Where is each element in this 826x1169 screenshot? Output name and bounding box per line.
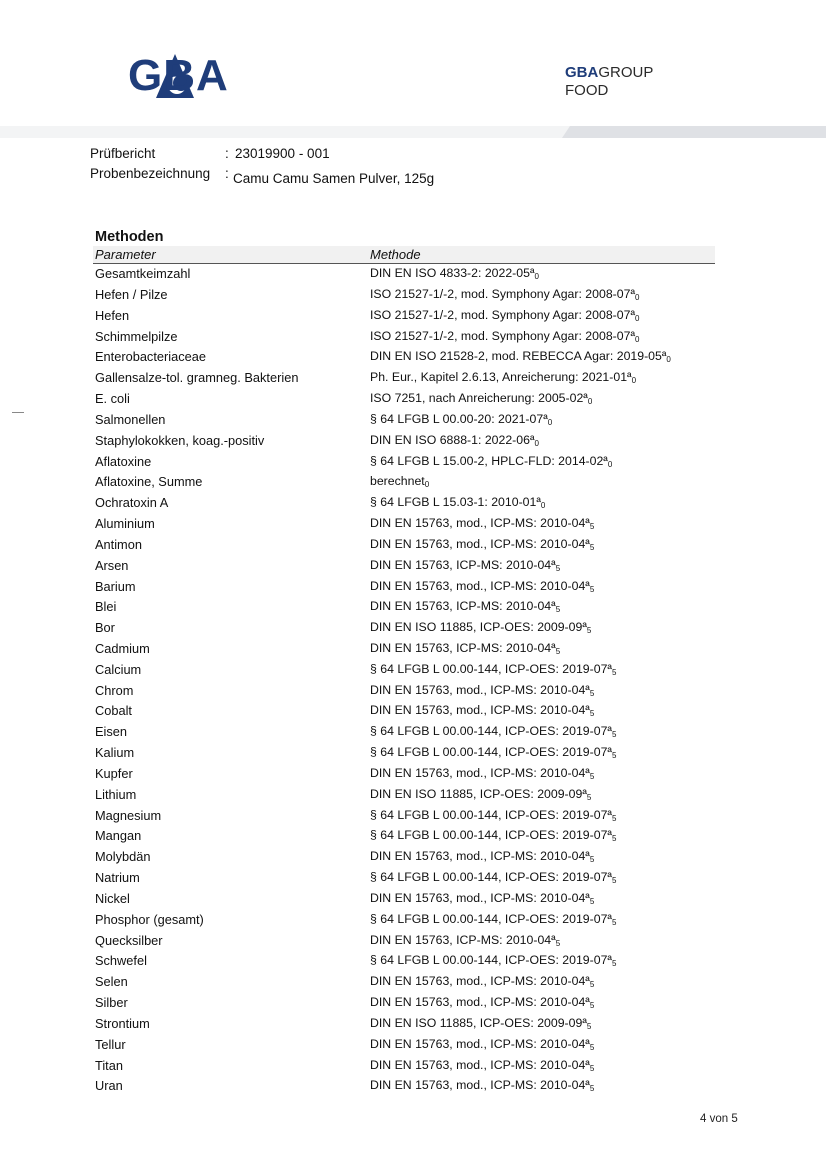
method-footnote: 5 — [589, 522, 595, 531]
table-row — [0, 1016, 826, 1034]
method-text: DIN EN ISO 11885, ICP-OES: 2009-09ª — [370, 620, 587, 635]
method-text: § 64 LFGB L 00.00-144, ICP-OES: 2019-07ª — [370, 870, 612, 885]
method-footnote: 5 — [611, 813, 617, 823]
table-row — [0, 266, 826, 284]
method-text: DIN EN 15763, mod., ICP-MS: 2010-04ª — [370, 516, 590, 530]
method-footnote: 0 — [534, 272, 539, 281]
method-cell — [370, 370, 636, 385]
method-footnote: 5 — [611, 959, 617, 969]
method-footnote: 5 — [555, 646, 561, 656]
parameter-cell: Staphylokokken, koag.-positiv — [95, 432, 265, 448]
table-row — [0, 724, 826, 742]
method-text: § 64 LFGB L 00.00-144, ICP-OES: 2019-07ª — [370, 724, 612, 739]
gba-logo-text: GBA — [128, 51, 229, 100]
parameter-cell: Enterobacteriaceae — [95, 349, 206, 365]
method-footnote: 5 — [586, 1021, 592, 1031]
method-text: DIN EN 15763, mod., ICP-MS: 2010-04ª — [370, 765, 590, 780]
parameter-cell: E. coli — [95, 391, 130, 406]
parameter-cell: Schwefel — [95, 953, 147, 969]
table-row — [0, 891, 826, 909]
report-label: Prüfbericht — [90, 146, 156, 161]
method-text: DIN EN 15763, mod., ICP-MS: 2010-04ª — [370, 974, 590, 989]
method-cell — [370, 1058, 594, 1073]
method-cell — [370, 974, 594, 989]
parameter-cell: Molybdän — [95, 849, 151, 865]
parameter-cell: Calcium — [95, 661, 142, 677]
method-footnote: 5 — [589, 542, 595, 552]
method-footnote: 0 — [635, 334, 640, 344]
method-cell — [370, 349, 671, 364]
method-text: DIN EN 15763, ICP-MS: 2010-04ª — [370, 932, 556, 947]
parameter-cell: Cadmium — [95, 640, 150, 656]
method-footnote: 5 — [589, 855, 595, 865]
method-cell — [370, 683, 594, 698]
method-text: ISO 21527-1/-2, mod. Symphony Agar: 2008-07ª — [370, 286, 635, 301]
method-cell — [370, 745, 616, 760]
table-row — [0, 870, 826, 888]
parameter-cell: Aflatoxine, Summe — [95, 474, 203, 490]
column-header-method: Methode — [370, 247, 421, 262]
method-footnote: 0 — [631, 376, 637, 386]
method-text: ISO 21527-1/-2, mod. Symphony Agar: 2008-07ª — [370, 307, 635, 322]
parameter-cell: Ochratoxin A — [95, 495, 169, 511]
method-cell — [370, 662, 616, 677]
method-cell — [370, 849, 594, 864]
method-cell — [370, 433, 539, 448]
parameter-cell: Schimmelpilze — [95, 328, 178, 344]
table-row — [0, 516, 826, 534]
method-text: DIN EN 15763, mod., ICP-MS: 2010-04ª — [370, 1057, 590, 1072]
table-row — [0, 537, 826, 555]
method-cell — [370, 870, 616, 885]
parameter-cell: Tellur — [95, 1036, 126, 1052]
table-header — [93, 246, 715, 264]
parameter-cell: Barium — [95, 578, 136, 594]
table-row — [0, 308, 826, 326]
table-row — [0, 1058, 826, 1076]
sample-label: Probenbezeichnung — [90, 166, 211, 181]
method-text: DIN EN ISO 6888-1: 2022-06ª — [370, 432, 535, 447]
table-row — [0, 808, 826, 826]
method-text: § 64 LFGB L 00.00-144, ICP-OES: 2019-07ª — [370, 745, 612, 760]
table-row — [0, 933, 826, 951]
method-text: DIN EN 15763, mod., ICP-MS: 2010-04ª — [370, 703, 590, 718]
method-cell — [370, 1016, 591, 1031]
parameter-cell: Uran — [95, 1078, 123, 1094]
method-text: § 64 LFGB L 00.00-144, ICP-OES: 2019-07ª — [370, 661, 612, 676]
method-cell — [370, 391, 592, 406]
method-cell — [370, 1037, 594, 1052]
method-footnote: 0 — [635, 292, 640, 302]
method-text: DIN EN ISO 11885, ICP-OES: 2009-09ª — [370, 786, 587, 801]
method-text: DIN EN ISO 21528-2, mod. REBECCA Agar: 2019-05ª — [370, 349, 667, 364]
method-footnote: 0 — [666, 355, 671, 365]
report-number: 23019900 - 001 — [235, 146, 330, 161]
table-row — [0, 995, 826, 1013]
method-footnote: 5 — [589, 1084, 595, 1094]
parameter-cell: Eisen — [95, 724, 128, 740]
table-row — [0, 703, 826, 721]
method-footnote: 5 — [589, 771, 595, 781]
method-text: berechnet — [370, 474, 425, 489]
method-footnote: 5 — [589, 1063, 595, 1073]
method-footnote: 0 — [607, 459, 613, 469]
method-text: § 64 LFGB L 00.00-144, ICP-OES: 2019-07ª — [370, 807, 612, 822]
table-row — [0, 1037, 826, 1055]
method-cell — [370, 329, 639, 344]
method-cell — [370, 412, 552, 427]
method-footnote: 5 — [589, 980, 595, 990]
parameter-cell: Strontium — [95, 1015, 150, 1031]
method-cell — [370, 558, 560, 573]
section-title: Methoden — [95, 229, 164, 245]
method-cell — [370, 516, 594, 531]
parameter-cell: Mangan — [95, 828, 142, 844]
table-row — [0, 1078, 826, 1096]
parameter-cell: Kalium — [95, 745, 135, 761]
method-cell — [370, 933, 560, 948]
table-row — [0, 641, 826, 659]
method-cell — [370, 308, 639, 323]
parameter-cell: Hefen / Pilze — [95, 286, 168, 302]
parameter-cell: Blei — [95, 599, 117, 615]
table-row — [0, 558, 826, 576]
table-row — [0, 370, 826, 388]
method-footnote: 5 — [589, 896, 595, 906]
group-logo-bold: GBA — [565, 64, 599, 81]
method-text: § 64 LFGB L 00.00-144, ICP-OES: 2019-07ª — [370, 953, 612, 968]
method-cell — [370, 787, 591, 802]
table-row — [0, 745, 826, 763]
method-text: DIN EN 15763, mod., ICP-MS: 2010-04ª — [370, 995, 590, 1009]
parameter-cell: Bor — [95, 620, 115, 636]
method-footnote: 5 — [611, 876, 617, 886]
table-row — [0, 287, 826, 305]
parameter-cell: Magnesium — [95, 807, 162, 823]
parameter-cell: Antimon — [95, 536, 142, 552]
method-cell — [370, 579, 594, 594]
method-text: DIN EN 15763, mod., ICP-MS: 2010-04ª — [370, 849, 590, 864]
parameter-cell: Nickel — [95, 890, 130, 906]
method-cell — [370, 495, 545, 510]
sample-colon: : — [225, 166, 229, 181]
method-cell — [370, 287, 639, 302]
method-footnote: 5 — [611, 730, 617, 740]
table-row — [0, 620, 826, 638]
method-text: § 64 LFGB L 15.00-2, HPLC-FLD: 2014-02ª — [370, 453, 608, 468]
report-colon: : — [225, 146, 229, 161]
method-cell — [370, 620, 591, 635]
method-text: DIN EN 15763, mod., ICP-MS: 2010-04ª — [370, 890, 590, 905]
method-text: § 64 LFGB L 00.00-144, ICP-OES: 2019-07ª — [370, 828, 612, 843]
parameter-cell: Gallensalze-tol. gramneg. Bakterien — [95, 370, 299, 386]
table-row — [0, 495, 826, 513]
method-footnote: 5 — [555, 938, 561, 948]
method-footnote: 5 — [611, 917, 617, 927]
parameter-cell: Phosphor (gesamt) — [95, 911, 204, 927]
parameter-cell: Kupfer — [95, 765, 133, 781]
table-row — [0, 349, 826, 367]
table-row — [0, 662, 826, 680]
group-logo-line2: FOOD — [565, 82, 609, 99]
table-row — [0, 454, 826, 472]
method-footnote: 0 — [534, 438, 539, 448]
method-cell — [370, 599, 560, 614]
method-cell — [370, 912, 616, 927]
method-cell — [370, 454, 612, 469]
parameter-cell: Gesamtkeimzahl — [95, 266, 191, 281]
gba-group-food-logo — [565, 64, 653, 100]
table-row — [0, 579, 826, 597]
parameter-cell: Hefen — [95, 307, 130, 323]
method-text: DIN EN 15763, mod., ICP-MS: 2010-04ª — [370, 1078, 590, 1093]
parameter-cell: Aluminium — [95, 516, 155, 531]
table-row — [0, 433, 826, 451]
parameter-cell: Silber — [95, 995, 128, 1010]
method-footnote: 5 — [555, 563, 561, 573]
method-text: DIN EN 15763, mod., ICP-MS: 2010-04ª — [370, 1036, 590, 1051]
method-cell — [370, 891, 594, 906]
method-text: DIN EN ISO 4833-2: 2022-05ª — [370, 266, 535, 280]
method-text: DIN EN 15763, ICP-MS: 2010-04ª — [370, 640, 556, 655]
table-row — [0, 412, 826, 430]
method-text: § 64 LFGB L 00.00-20: 2021-07ª — [370, 411, 548, 426]
header-band — [0, 126, 826, 138]
page-number: 4 von 5 — [700, 1113, 738, 1125]
method-footnote: 5 — [611, 751, 617, 761]
parameter-cell: Arsen — [95, 557, 129, 573]
sample-name: Camu Camu Samen Pulver, 125g — [233, 171, 435, 186]
method-cell — [370, 766, 594, 781]
parameter-cell: Aflatoxine — [95, 453, 152, 469]
table-row — [0, 599, 826, 617]
method-cell — [370, 537, 594, 552]
table-row — [0, 683, 826, 701]
method-footnote: 5 — [586, 626, 592, 636]
table-row — [0, 391, 826, 409]
table-row — [0, 974, 826, 992]
method-footnote: 5 — [589, 584, 595, 594]
method-text: DIN EN 15763, ICP-MS: 2010-04ª — [370, 557, 556, 572]
parameter-cell: Quecksilber — [95, 932, 163, 948]
method-cell — [370, 808, 616, 823]
method-cell — [370, 1078, 594, 1093]
method-text: DIN EN 15763, mod., ICP-MS: 2010-04ª — [370, 578, 590, 593]
method-cell — [370, 641, 560, 656]
group-logo-rest: GROUP — [598, 64, 654, 81]
table-row — [0, 912, 826, 930]
method-cell — [370, 474, 429, 489]
parameter-cell: Chrom — [95, 682, 134, 698]
method-footnote: 5 — [589, 688, 595, 698]
table-row — [0, 787, 826, 805]
table-row — [0, 849, 826, 867]
method-footnote: 0 — [587, 397, 593, 406]
parameter-cell: Natrium — [95, 870, 140, 886]
method-text: Ph. Eur., Kapitel 2.6.13, Anreicherung: 2021-01ª — [370, 370, 632, 385]
method-text: DIN EN ISO 11885, ICP-OES: 2009-09ª — [370, 1015, 587, 1030]
table-row — [0, 766, 826, 784]
parameter-cell: Selen — [95, 974, 128, 990]
parameter-cell: Cobalt — [95, 703, 132, 719]
method-cell — [370, 995, 594, 1010]
table-row — [0, 474, 826, 492]
method-text: ISO 7251, nach Anreicherung: 2005-02ª — [370, 391, 588, 405]
method-cell — [370, 703, 594, 718]
parameter-cell: Salmonellen — [95, 411, 166, 427]
method-footnote: 5 — [589, 709, 595, 719]
method-footnote: 0 — [547, 417, 553, 427]
method-footnote: 0 — [424, 480, 430, 490]
table-row — [0, 828, 826, 846]
method-footnote: 5 — [589, 1042, 595, 1052]
method-footnote: 5 — [589, 1001, 595, 1010]
method-footnote: 0 — [540, 501, 546, 511]
method-cell — [370, 953, 616, 968]
method-footnote: 5 — [611, 667, 617, 677]
method-footnote: 0 — [635, 313, 640, 323]
method-footnote: 5 — [611, 834, 617, 844]
method-text: ISO 21527-1/-2, mod. Symphony Agar: 2008-07ª — [370, 328, 635, 343]
method-cell — [370, 828, 616, 843]
method-footnote: 5 — [555, 605, 561, 615]
method-text: DIN EN 15763, mod., ICP-MS: 2010-04ª — [370, 536, 590, 551]
table-row — [0, 953, 826, 971]
method-footnote: 5 — [586, 792, 592, 802]
parameter-cell: Titan — [95, 1057, 123, 1073]
method-text: § 64 LFGB L 15.03-1: 2010-01ª — [370, 495, 541, 510]
parameter-cell: Lithium — [95, 786, 137, 802]
column-header-parameter: Parameter — [95, 247, 156, 262]
method-text: DIN EN 15763, ICP-MS: 2010-04ª — [370, 599, 556, 614]
method-text: § 64 LFGB L 00.00-144, ICP-OES: 2019-07ª — [370, 911, 612, 926]
method-cell — [370, 724, 616, 739]
method-cell — [370, 266, 539, 281]
table-row — [0, 329, 826, 347]
method-text: DIN EN 15763, mod., ICP-MS: 2010-04ª — [370, 682, 590, 697]
